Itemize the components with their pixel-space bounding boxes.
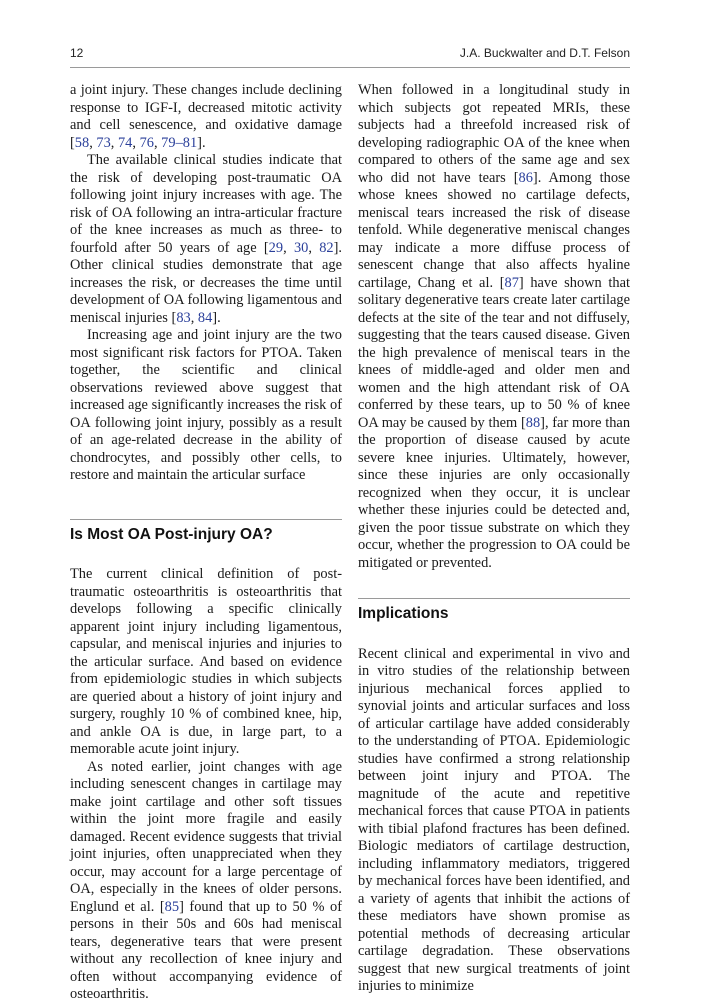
running-head-authors: J.A. Buckwalter and D.T. Felson <box>459 46 630 60</box>
citation-link[interactable]: 79–81 <box>161 134 198 151</box>
citation-link[interactable]: 84 <box>197 309 213 326</box>
page-number: 12 <box>70 46 84 60</box>
paragraph: The current clinical definition of post-traumatic osteoarthritis is osteoarthritis that develops following a specific clinically apparent joint injury including ligamentous, capsular, and meniscal injuries and injuries to the articular surface. And based on evidence from epidemiologic studies in which subjects are queried about a history of joint injury and surgery, roughly 10 % of combined knee, hip, and ankle OA is due, in large part, to a memorable acute joint injury. <box>70 566 342 757</box>
citation-link[interactable]: 29 <box>268 239 284 256</box>
paragraph: a joint injury. These changes include declining response to IGF-I, decreased mitotic activity and cell senescence, and oxidative damage [58, 73, 74, 76, 79–81]. <box>70 82 342 151</box>
paragraph: Recent clinical and experimental in vivo and in vitro studies of the relationship between injurious mechanical forces applied to synovial joints and articular surfaces and loss of articular cartilage have added considerably to the understanding of PTOA. Epidemiologic studies have confirmed a strong relationship between joint injury and PTOA. The magnitude of the acute and repetitive mechanical forces that cause PTOA in patients with tibial plafond fractures has been defined. Biologic mediators of cartilage destruction, including inflammatory mediators, triggered by mechanical forces have been identified, and a variety of agents that inhibit the actions of these mediators have shown promise as potential methods of decreasing articular cartilage degradation. These observations suggest that new surgical treatments of joint injuries to minimize <box>358 645 630 994</box>
paragraph: Increasing age and joint injury are the two most significant risk factors for PTOA. Taken together, the scientific and clinical observations reviewed above suggest that increased age significantly increases the risk of OA following joint injury, possibly as a result of an age-related decrease in the ability of chondrocytes, and possibly other cells, to restore and maintain the articular surface <box>70 327 342 483</box>
section-heading: Is Most OA Post-injury OA? <box>70 525 273 543</box>
citation-link[interactable]: 83 <box>176 309 191 326</box>
section-rule <box>358 598 630 599</box>
citation-link[interactable]: 76 <box>139 134 154 151</box>
citation-link[interactable]: 85 <box>164 898 180 915</box>
citation-link[interactable]: 58 <box>74 134 90 151</box>
right-column <box>358 82 630 996</box>
header-rule <box>70 67 630 68</box>
left-column <box>70 82 342 1004</box>
section-heading: Implications <box>358 605 449 622</box>
running-head <box>70 46 630 64</box>
citation-link[interactable]: 82 <box>319 239 334 256</box>
paragraph: When followed in a longitudinal study in which subjects got repeated MRIs, these subjects had a threefold increased risk of developing radiographic OA of the knee when compared to others of the same age and sex who did not have tears [86]. Among those whose knees showed no cartilage defects, meniscal tears increased the risk of disease tenfold. While degenerative meniscal changes may indicate a more diffuse process of senescent change that also affects hyaline cartilage, Chang et al. [87] have shown that solitary degenerative tears create later cartilage defects at the site of the tear and not diffusely, suggesting that the tears caused disease. Given the high prevalence of meniscal tears in the knees of middle-aged and older men and women and the high attendant risk of OA conferred by these tears, up to 50 % of knee OA may be caused by them [88], far more than the proportion of disease caused by acute severe knee injuries. Ultimately, however, since these injuries are only occasionally recognized when they occur, it is unclear whether these injuries could be detected and, given the poor tissue substrate on which they occur, whether the progression to OA could be mitigated or prevented. <box>358 82 631 571</box>
citation-link[interactable]: 30 <box>293 239 309 256</box>
paragraph: The available clinical studies indicate that the risk of developing post-traumatic OA following joint injury increases with age. The risk of OA following an intra-articular fracture of the knee increases as much as three- to fourfold after 50 years of age [29, 30, 82]. Other clinical studies demonstrate that age increases the risk, or decreases the time until development of OA following ligamentous and meniscal injuries [83, 84]. <box>70 152 342 326</box>
citation-link[interactable]: 86 <box>518 169 533 186</box>
section-rule <box>70 519 342 520</box>
citation-link[interactable]: 87 <box>504 274 519 291</box>
citation-link[interactable]: 88 <box>525 414 541 431</box>
citation-link[interactable]: 73 <box>96 134 111 151</box>
citation-link[interactable]: 74 <box>117 134 133 151</box>
paragraph: As noted earlier, joint changes with age including senescent changes in cartilage may make joint cartilage and other soft tissues within the joint more fragile and easily damaged. Recent evidence suggests that trivial joint injuries, often unappreciated when they occur, may account for a large percentage of OA, especially in the knees of older persons. Englund et al. [85] found that up to 50 % of persons in their 50s and 60s had meniscal tears, degenerative tears that were present without any recollection of knee injury and often without accompanying evidence of osteoarthritis. <box>70 758 342 1002</box>
